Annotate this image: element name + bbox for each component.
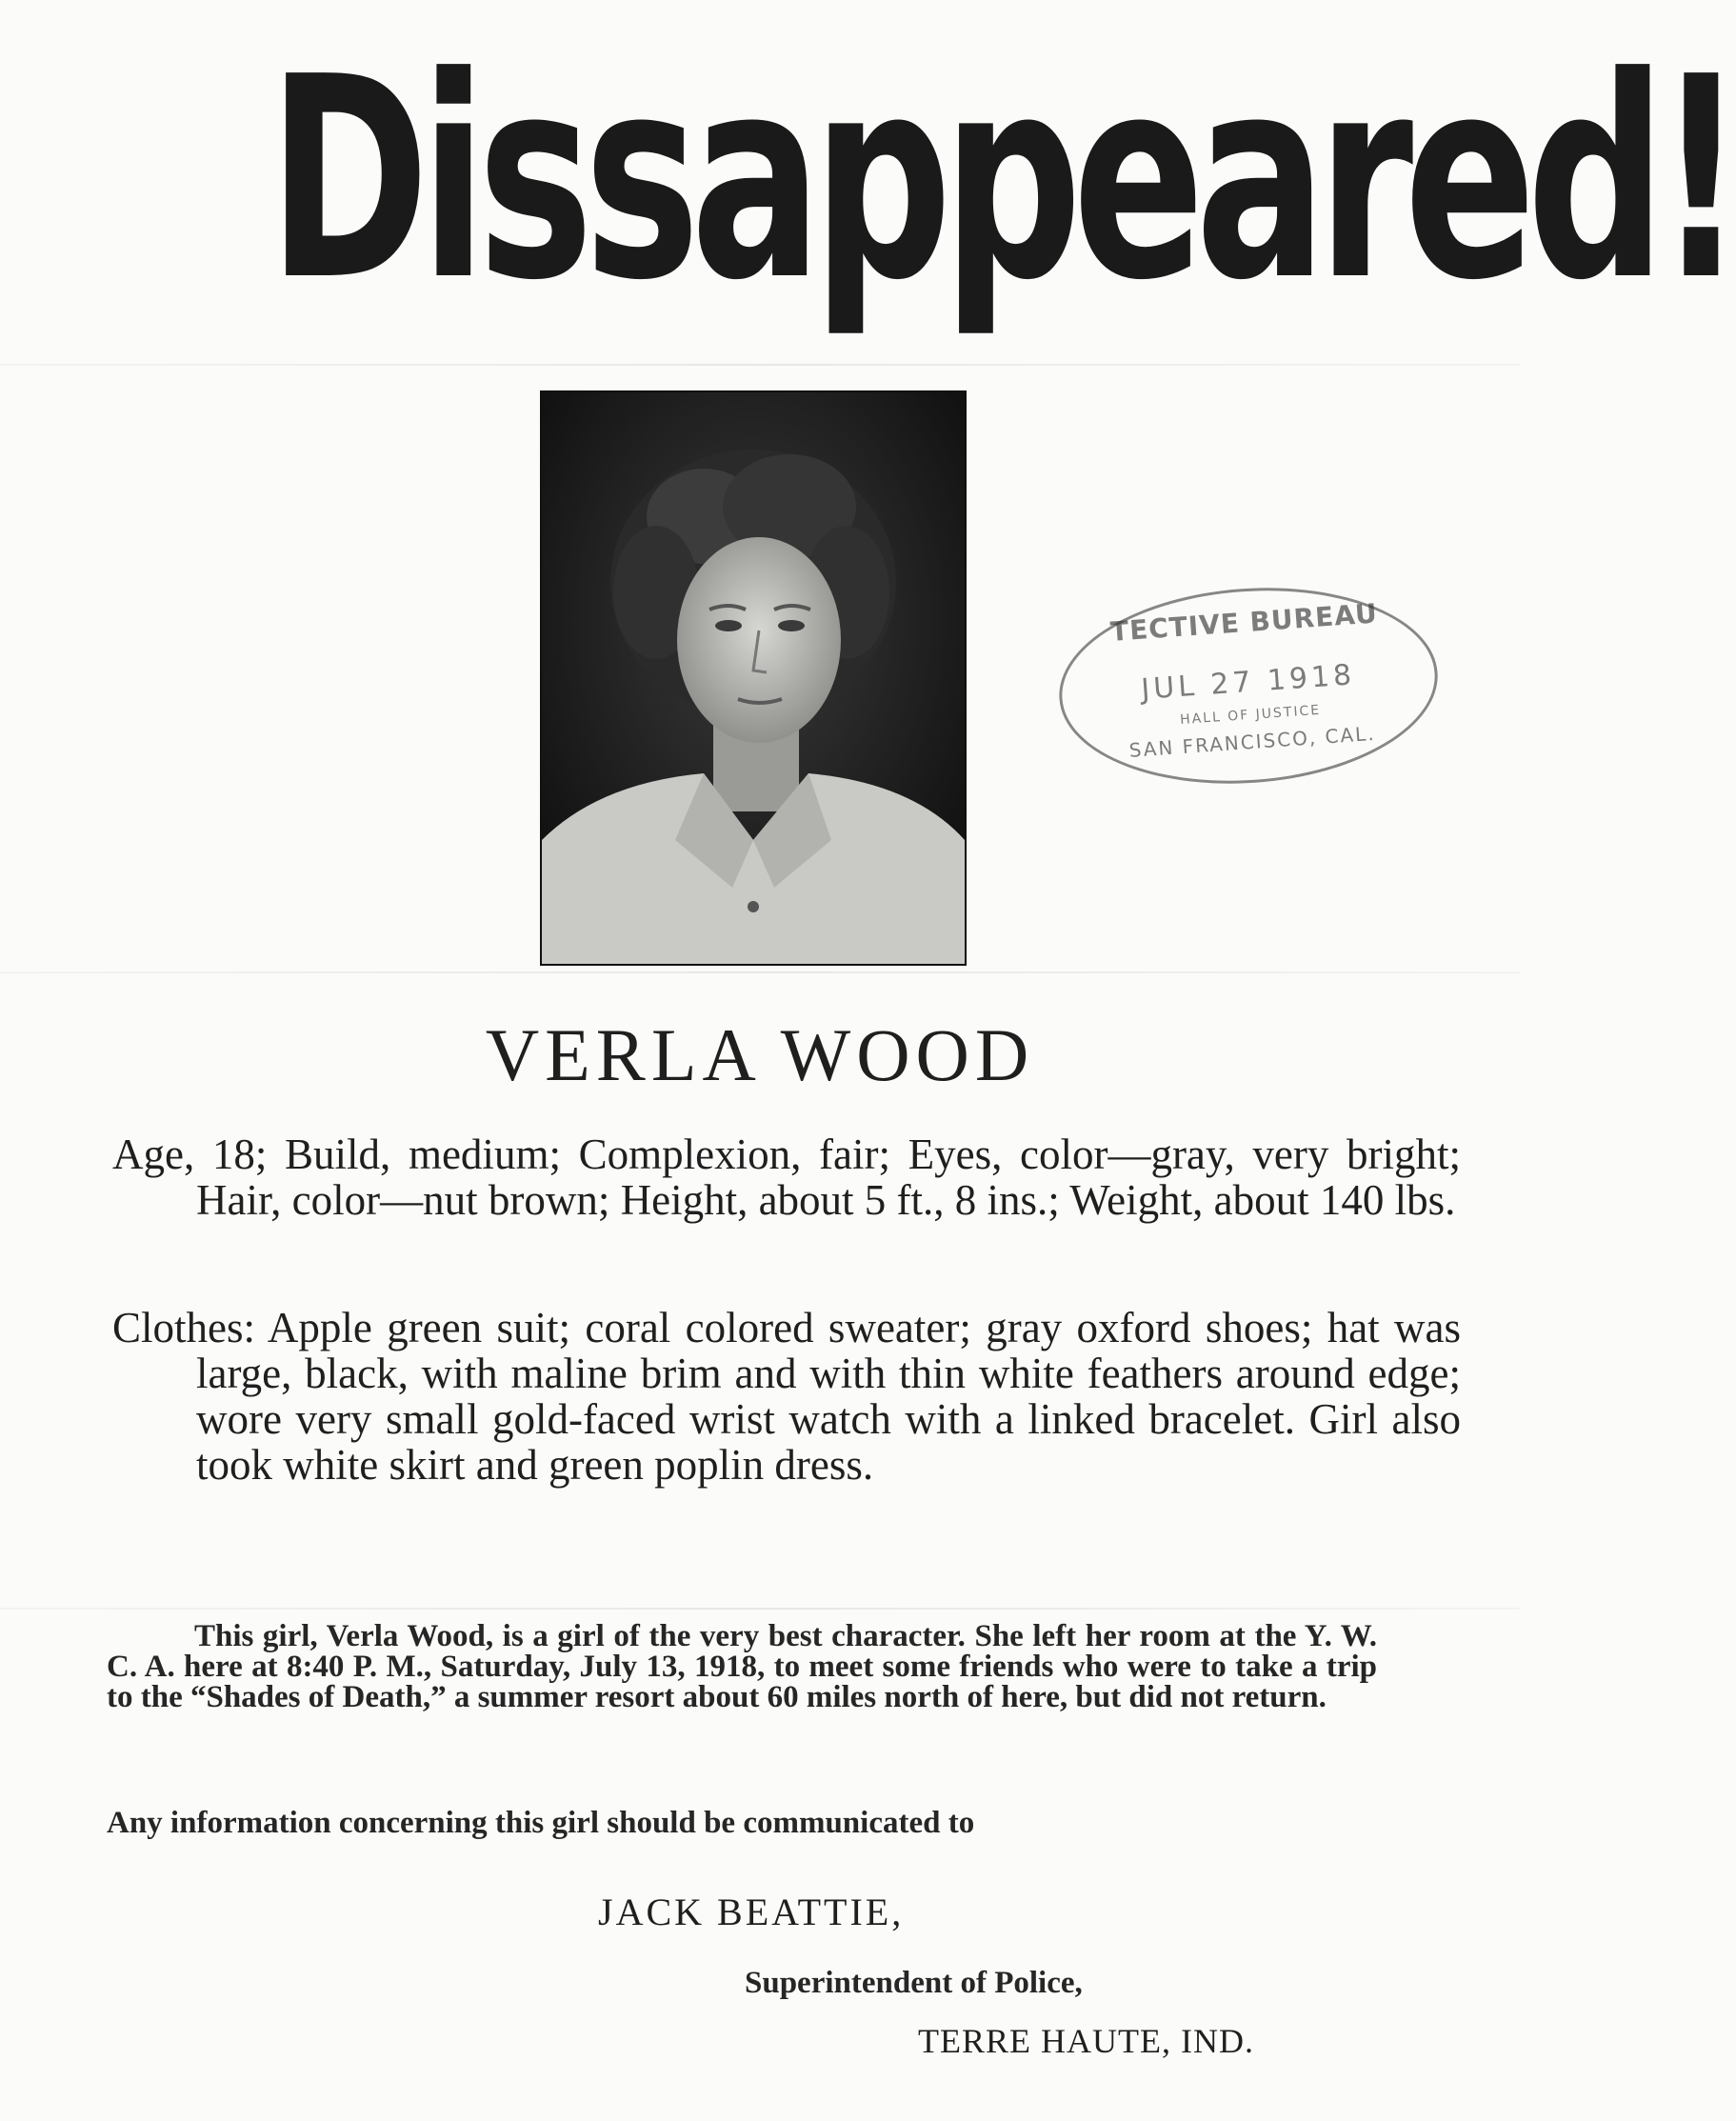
portrait-photo bbox=[540, 390, 967, 966]
stamp-date: JUL 27 1918 bbox=[1140, 658, 1357, 707]
portrait-illustration bbox=[542, 392, 965, 964]
stamp-top-text: TECTIVE BUREAU bbox=[1108, 597, 1379, 648]
contact-name: JACK BEATTIE, bbox=[598, 1891, 905, 1933]
circumstances-paragraph: This girl, Verla Wood, is a girl of the very best character. She left her room at the Y. W. C. A. here at 8:40 P. M., Saturday, July 13, 1918, to meet some friends who were to take a trip to the “Shades of Death,” a summer resort about 60 miles north of here, but did not return. bbox=[107, 1619, 1377, 1714]
contact-line: Any information concerning this girl should be communicated to bbox=[107, 1806, 975, 1840]
paper-fold-line bbox=[0, 971, 1520, 973]
missing-person-name: VERLA WOOD bbox=[485, 1013, 1035, 1096]
headline: Dissappeared! bbox=[268, 17, 1736, 341]
physical-description: Age, 18; Build, medium; Complexion, fair; Eyes, color—gray, very bright; Hair, color—nut brown; Height, about 5 ft., 8 ins.; Weight, about 140 lbs. bbox=[112, 1131, 1461, 1224]
contact-title: Superintendent of Police, bbox=[745, 1966, 1083, 2000]
paper-fold-line bbox=[0, 364, 1520, 366]
contact-city: TERRE HAUTE, IND. bbox=[918, 2022, 1254, 2060]
detective-bureau-stamp bbox=[1052, 575, 1444, 795]
stamp-city: SAN FRANCISCO, CAL. bbox=[1127, 721, 1377, 762]
stamp-hall: HALL OF JUSTICE bbox=[1179, 702, 1322, 729]
clothing-description: Clothes: Apple green suit; coral colored sweater; gray oxford shoes; hat was large, black, with maline brim and with thin white feathers around edge; wore very small gold-faced wrist watch with a linked bracelet. Girl also took white skirt and green poplin dress. bbox=[112, 1304, 1461, 1489]
paper-fold-line bbox=[0, 1608, 1520, 1610]
